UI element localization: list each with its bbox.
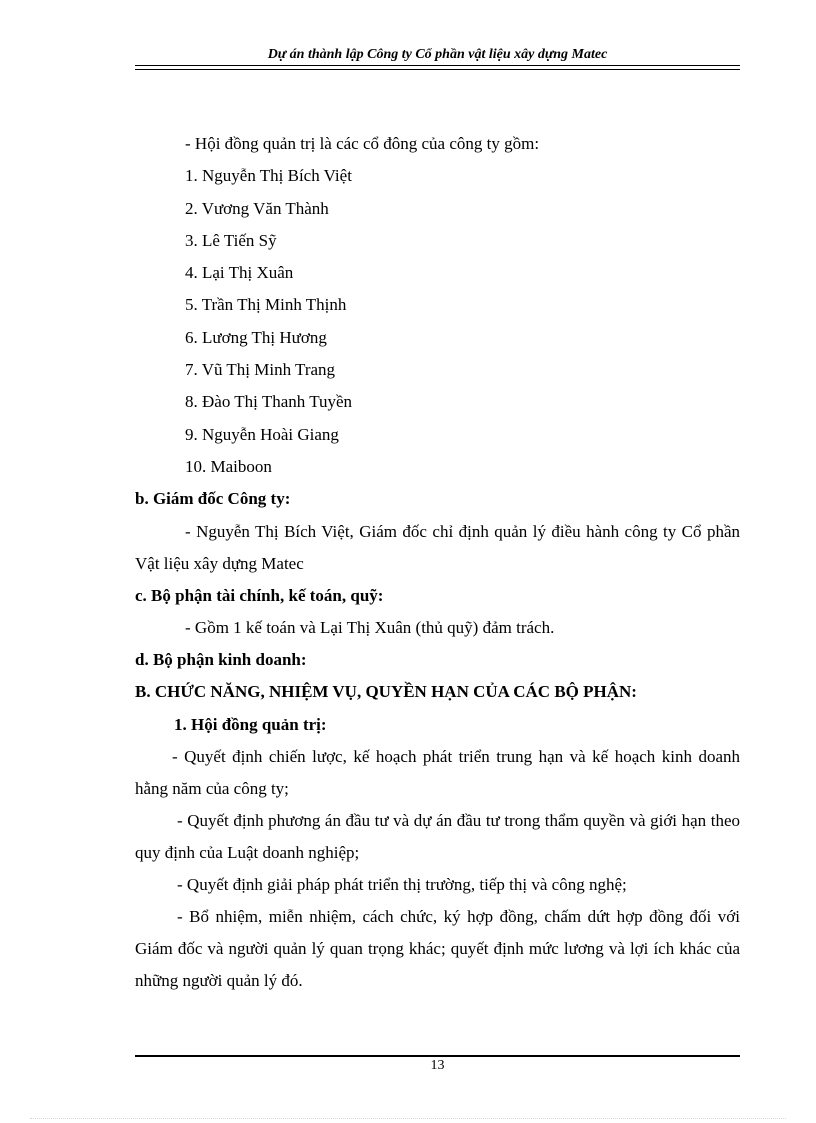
director-heading: b. Giám đốc Công ty: [135,489,291,509]
board-function-1: - Quyết định chiến lược, kế hoạch phát triển trung hạn và kế hoạch kinh doanh hằng năm của công ty; [135,747,740,799]
finance-heading: c. Bộ phận tài chính, kế toán, quỹ: [135,585,384,605]
board-member-3: 3. Lê Tiến Sỹ [185,230,277,250]
board-function-4: - Bổ nhiệm, miễn nhiệm, cách chức, ký hợp đồng, chấm dứt hợp đồng đối với Giám đốc và người quản lý quan trọng khác; quyết định mức lương và lợi ích khác của những người quản lý đó. [135,907,740,991]
document-header-title: Dự án thành lập Công ty Cổ phần vật liệu xây dựng Matec [267,47,608,62]
board-member-5: 5. Trần Thị Minh Thịnh [185,295,347,315]
board-member-7: 7. Vũ Thị Minh Trang [185,360,336,380]
board-member-4: 4. Lại Thị Xuân [185,263,294,283]
board-function-2: - Quyết định phương án đầu tư và dự án đầu tư trong thẩm quyền và giới hạn theo quy định của Luật doanh nghiệp; [135,811,740,863]
header-double-rule [135,65,740,70]
business-heading: d. Bộ phận kinh doanh: [135,650,307,670]
board-member-1: 1. Nguyễn Thị Bích Việt [185,166,352,186]
board-intro: - Hội đồng quản trị là các cổ đông của công ty gồm: [185,134,540,153]
board-member-6: 6. Lương Thị Hương [185,327,327,347]
board-function-3: - Quyết định giải pháp phát triển thị trường, tiếp thị và công nghệ; [177,875,627,895]
board-functions-heading: 1. Hội đồng quản trị: [174,714,327,734]
board-member-10: 10. Maiboon [185,456,272,476]
page-edge-divider [30,1118,786,1119]
footer-rule [135,1055,740,1057]
board-member-8: 8. Đào Thị Thanh Tuyền [185,392,353,412]
page-number: 13 [430,1058,445,1073]
finance-paragraph: - Gồm 1 kế toán và Lại Thị Xuân (thủ quỹ) đảm trách. [185,617,555,637]
section-b-heading: B. CHỨC NĂNG, NHIỆM VỤ, QUYỀN HẠN CỦA CÁC BỘ PHẬN: [135,682,637,702]
board-member-2: 2. Vương Văn Thành [185,198,329,218]
board-member-9: 9. Nguyễn Hoài Giang [185,424,339,444]
director-paragraph: - Nguyễn Thị Bích Việt, Giám đốc chỉ định quản lý điều hành công ty Cổ phần Vật liệu xây dựng Matec [135,521,740,573]
page-content [135,128,740,997]
